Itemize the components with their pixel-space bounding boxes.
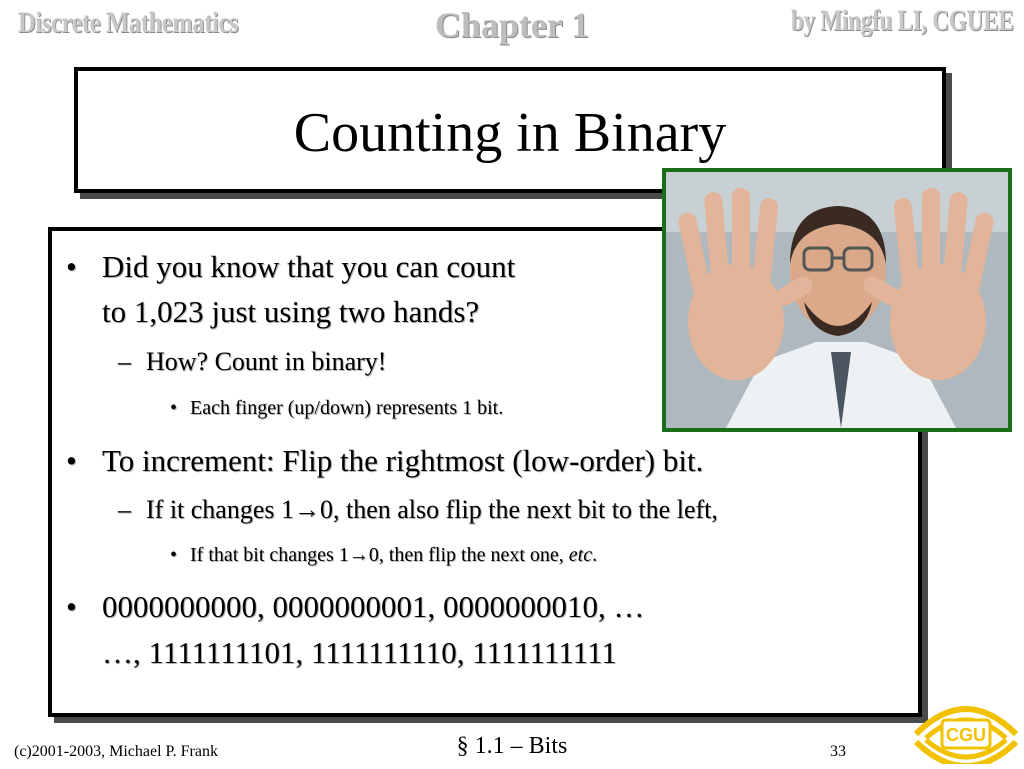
subsub-bullet-finger: Each finger (up/down) represents 1 bit. bbox=[190, 397, 504, 419]
bullet2-increment: To increment: Flip the rightmost (low-order) bit. bbox=[102, 443, 704, 478]
dash-marker: – bbox=[118, 347, 131, 376]
bullet-marker: • bbox=[66, 249, 77, 284]
footer-copyright: (c)2001-2003, Michael P. Frank bbox=[14, 743, 218, 760]
bullet1-line2: to 1,023 just using two hands? bbox=[102, 294, 480, 329]
logo-text: CGU bbox=[946, 725, 986, 745]
bullet3-line2: …, 1111111101, 1111111110, 1111111111 bbox=[102, 635, 617, 670]
bullet-marker: • bbox=[66, 443, 77, 478]
bullet-marker: • bbox=[170, 544, 178, 566]
bullet3-line1: 0000000000, 0000000001, 0000000010, … bbox=[102, 589, 645, 624]
footer-page-number: 33 bbox=[830, 743, 846, 760]
person-showing-hands-image bbox=[666, 172, 1008, 428]
photo-hands bbox=[662, 168, 1012, 432]
header-course-title: Discrete Mathematics bbox=[18, 6, 239, 39]
bullet1-line1: Did you know that you can count bbox=[102, 249, 516, 284]
bullet-marker: • bbox=[170, 397, 178, 419]
header-chapter: Chapter 1 bbox=[434, 5, 590, 45]
dash-marker: – bbox=[118, 495, 131, 524]
sub-bullet-how: How? Count in binary! bbox=[146, 347, 387, 376]
subsub-text: If that bit changes 1→0, then flip the next one, bbox=[190, 544, 569, 566]
slide-title: Counting in Binary bbox=[293, 102, 727, 164]
subsub-italic: etc bbox=[568, 544, 593, 566]
cgu-logo bbox=[912, 690, 1020, 764]
sub-bullet-changes: If it changes 1→0, then also flip the next bit to the left, bbox=[146, 495, 718, 524]
header-author: by Mingfu LI, CGUEE bbox=[791, 4, 1014, 37]
subsub-end: . bbox=[592, 544, 598, 566]
cgu-logo-icon bbox=[912, 690, 1020, 764]
bullet-marker: • bbox=[66, 589, 77, 624]
footer-section: § 1.1 – Bits bbox=[456, 733, 568, 759]
subsub-bullet-flip bbox=[190, 544, 597, 567]
